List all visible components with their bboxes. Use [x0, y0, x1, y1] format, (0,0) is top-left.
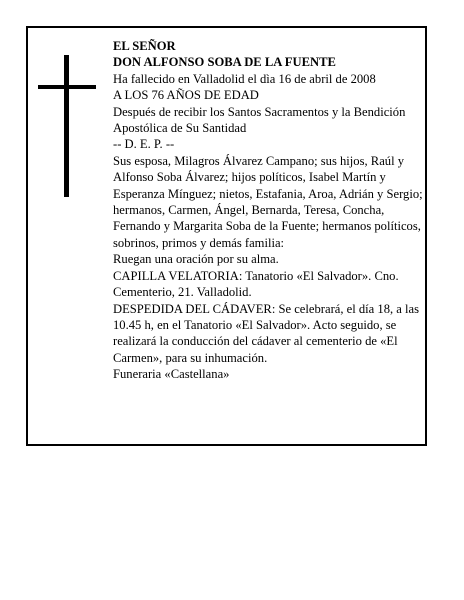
- age-statement: A LOS 76 AÑOS DE EDAD: [113, 88, 259, 103]
- funeral-home: Funeraria «Castellana»: [113, 367, 230, 382]
- chapel-paragraph: CAPILLA VELATORIA: Tanatorio «El Salvador». Cno. Cementerio, 21. Valladolid.: [113, 268, 399, 300]
- cross-icon-bar: [38, 85, 96, 89]
- deceased-name: DON ALFONSO SOBA DE LA FUENTE: [113, 55, 336, 70]
- family-paragraph: Sus esposa, Milagros Álvarez Campano; sus hijos, Raúl y Alfonso Soba Álvarez; hijos políticos, Isabel Martín y Esperanza Mínguez; nietos, Estafania, Aroa, Adrián y Sergio; hermanos, Carmen, Ángel, Bernarda, Teresa, Concha, Fernando y Margarita Soba de la Fuente; hermanos políticos, sobrinos, primos y demás familia:: [113, 153, 423, 250]
- title-line-1: EL SEÑOR: [113, 39, 176, 53]
- cross-icon: [64, 55, 69, 197]
- prayer-line: Ruegan una oración por su alma.: [113, 252, 279, 267]
- sacraments-statement: Después de recibir los Santos Sacramentos y la Bendición Apostólica de Su Santidad: [113, 104, 406, 136]
- death-statement: Ha fallecido en Valladolid el dìa 16 de abril de 2008: [113, 71, 376, 86]
- farewell-paragraph: DESPEDIDA DEL CÁDAVER: Se celebrará, el día 18, a las 10.45 h, en el Tanatorio «El Salvador». Acto seguido, se realizará la conducción del cádaver al cementerio de «El Carmen», para su inhumación.: [113, 301, 420, 365]
- obituary-text: [113, 38, 431, 383]
- rip-line: -- D. E. P. --: [113, 137, 175, 152]
